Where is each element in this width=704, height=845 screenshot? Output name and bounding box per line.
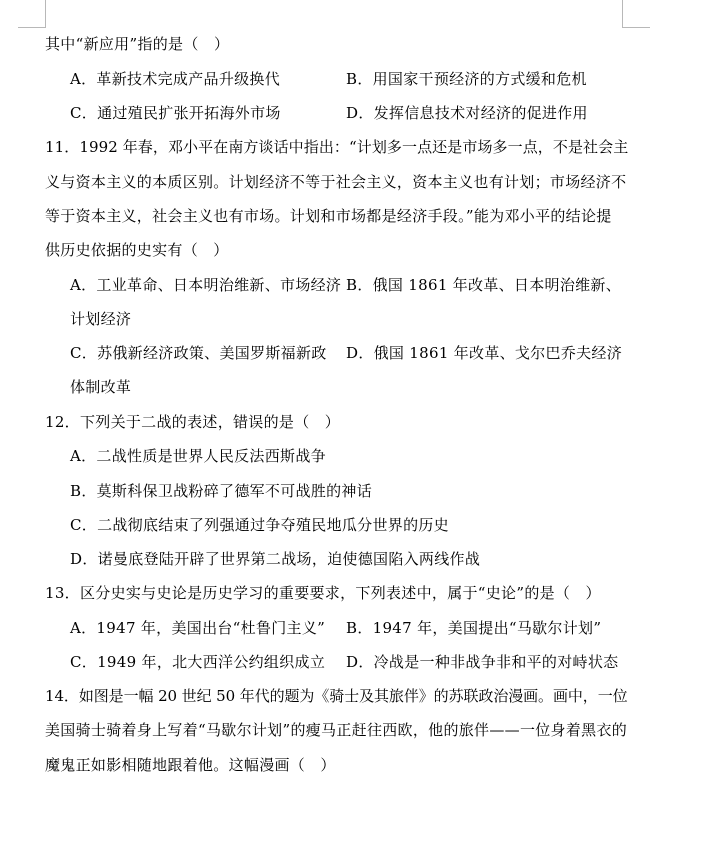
- question-12-stem: 12．下列关于二战的表述，错误的是（ ）: [45, 413, 341, 431]
- option-b: [346, 69, 587, 89]
- question-11-line-4: 供历史依据的史实有（ ）: [45, 241, 229, 259]
- option-c-text: C．通过殖民扩张开拓海外市场: [70, 104, 281, 122]
- question-11-option-b: B．俄国 1861 年改革、日本明治维新、: [346, 276, 622, 294]
- option-a-text: A．革新技术完成产品升级换代: [70, 70, 281, 88]
- option-c: [70, 103, 281, 123]
- question-12-option-b: B．莫斯科保卫战粉碎了德军不可战胜的神话: [70, 482, 373, 500]
- question-11-line-3: 等于资本主义，社会主义也有市场。计划和市场都是经济手段。”能为邓小平的结论提: [45, 207, 612, 225]
- option-d-text: D．发挥信息技术对经济的促进作用: [346, 104, 588, 122]
- question-11-option-d: D．俄国 1861 年改革、戈尔巴乔夫经济: [346, 344, 623, 362]
- question-11-option-d-continued: 体制改革: [70, 378, 132, 396]
- question-13-option-b: B．1947 年，美国提出“马歇尔计划”: [346, 619, 602, 637]
- crop-mark-left-vertical: [45, 0, 46, 27]
- question-11-option-b-continued: 计划经济: [70, 310, 132, 328]
- question-11-line-2: 义与资本主义的本质区别。计划经济不等于社会主义，资本主义也有计划；市场经济不: [45, 173, 627, 191]
- question-11-option-a: A．工业革命、日本明治维新、市场经济: [70, 276, 342, 294]
- crop-mark-right-vertical: [622, 0, 623, 27]
- question-13-option-c: C．1949 年，北大西洋公约组织成立: [70, 653, 326, 671]
- question-14-line-3: 魔鬼正如影相随地跟着他。这幅漫画（ ）: [45, 756, 336, 774]
- crop-mark-left-horizontal: [18, 27, 46, 28]
- question-12-option-d: D．诺曼底登陆开辟了世界第二战场，迫使德国陷入两线作战: [70, 550, 481, 568]
- option-b-text: B．用国家干预经济的方式缓和危机: [346, 70, 587, 88]
- question-13-stem: 13．区分史实与史论是历史学习的重要要求，下列表述中，属于“史论”的是（ ）: [45, 584, 601, 602]
- crop-mark-right-horizontal: [622, 27, 650, 28]
- question-12-option-a: A．二战性质是世界人民反法西斯战争: [70, 447, 326, 465]
- question-11-line-1: 11．1992 年春，邓小平在南方谈话中指出：“计划多一点还是市场多一点，不是社会主: [45, 138, 629, 156]
- question-14-line-1: 14．如图是一幅 20 世纪 50 年代的题为《骑士及其旅伴》的苏联政治漫画。画中，一位: [45, 687, 628, 705]
- option-a: [70, 69, 280, 89]
- question-stem-continuation: 其中“新应用”指的是（ ）: [45, 35, 230, 53]
- question-12-option-c: C．二战彻底结束了列强通过争夺殖民地瓜分世界的历史: [70, 516, 449, 534]
- question-14-line-2: 美国骑士骑着身上写着“马歇尔计划”的瘦马正赶往西欧，他的旅伴——一位身着黑衣的: [45, 721, 628, 739]
- option-d: [346, 103, 588, 123]
- question-13-option-a: A．1947 年，美国出台“杜鲁门主义”: [70, 619, 326, 637]
- question-11-option-c: C．苏俄新经济政策、美国罗斯福新政: [70, 344, 327, 362]
- question-13-option-d: D．冷战是一种非战争非和平的对峙状态: [346, 653, 619, 671]
